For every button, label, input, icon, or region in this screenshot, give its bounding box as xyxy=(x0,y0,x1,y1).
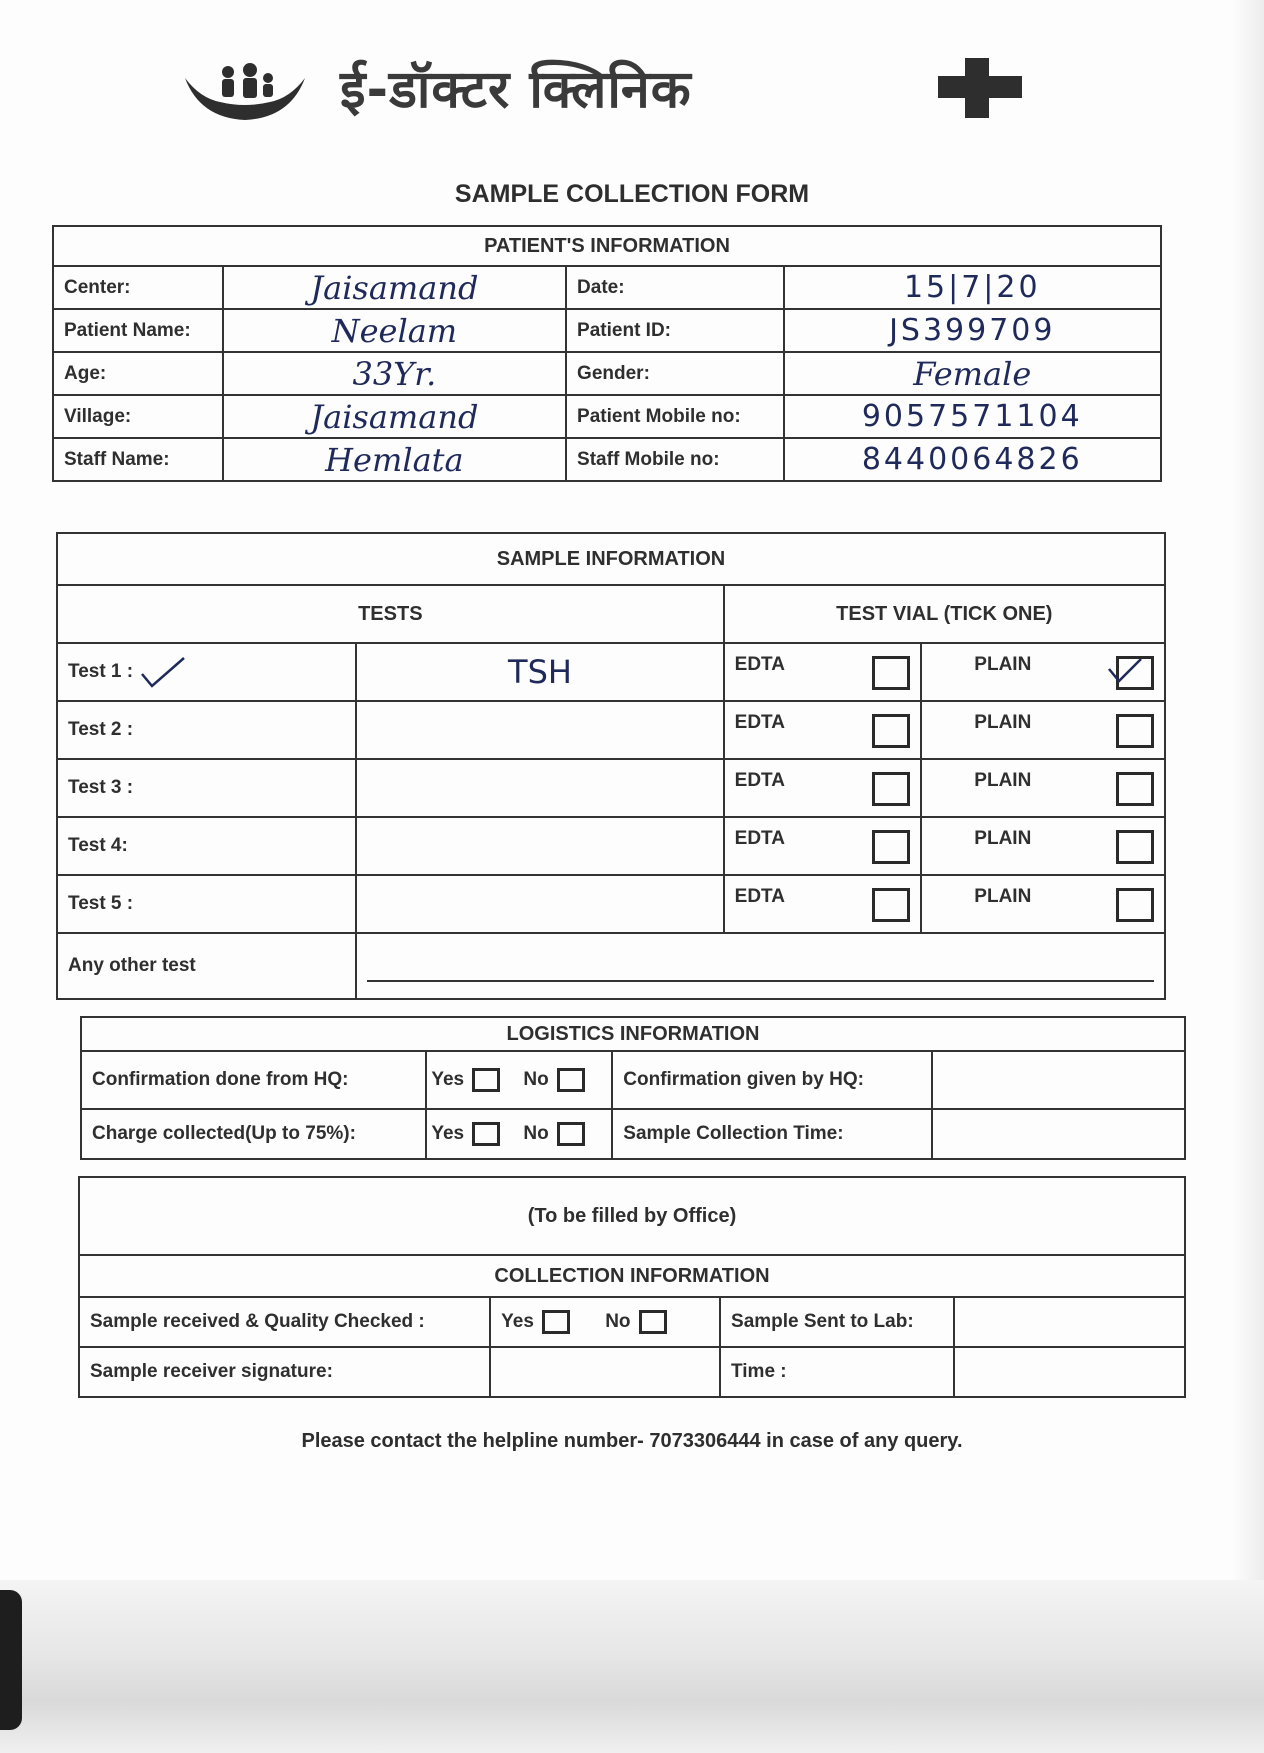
other-test-label: Any other test xyxy=(57,933,356,999)
plain-label: PLAIN xyxy=(974,654,1032,675)
sample-section-title: SAMPLE INFORMATION xyxy=(57,533,1165,585)
charge-yes-checkbox[interactable] xyxy=(472,1122,500,1146)
other-test-row xyxy=(57,933,1165,999)
signature-label: Sample receiver signature: xyxy=(79,1347,490,1397)
charge-yes-label: Yes xyxy=(431,1123,465,1145)
test-3-label: Test 3 : xyxy=(57,759,356,817)
test-row-5 xyxy=(57,875,1165,933)
other-test-line xyxy=(367,950,1154,982)
medical-cross-icon xyxy=(930,58,1030,118)
test-row-1 xyxy=(57,643,1165,701)
confirm-no-checkbox[interactable] xyxy=(557,1068,585,1092)
test-3-edta xyxy=(724,759,922,817)
test-2-edta-checkbox[interactable] xyxy=(872,714,910,748)
confirm-no-label: No xyxy=(523,1069,549,1091)
received-yes-label: Yes xyxy=(501,1311,534,1333)
test-5-edta-checkbox[interactable] xyxy=(872,888,910,922)
test-1-label xyxy=(57,643,356,701)
edta-label: EDTA xyxy=(734,712,785,733)
sample-info-table xyxy=(56,532,1166,1000)
scan-binder-edge xyxy=(0,1590,22,1730)
test-row-2 xyxy=(57,701,1165,759)
test-2-plain xyxy=(921,701,1165,759)
test-3-edta-checkbox[interactable] xyxy=(872,772,910,806)
scan-shadow xyxy=(0,1580,1264,1753)
test-1-edta-checkbox[interactable] xyxy=(872,656,910,690)
date-label: Date: xyxy=(566,266,784,309)
header xyxy=(180,52,1040,132)
received-options xyxy=(490,1297,720,1347)
charge-options xyxy=(426,1109,612,1159)
test-2-label: Test 2 : xyxy=(57,701,356,759)
plain-label: PLAIN xyxy=(974,712,1032,733)
sent-to-lab-label: Sample Sent to Lab: xyxy=(720,1297,954,1347)
patient-name-label: Patient Name: xyxy=(53,309,223,352)
edta-label: EDTA xyxy=(734,654,785,675)
age-value[interactable]: 33Yr. xyxy=(223,352,566,395)
patient-info-table xyxy=(52,225,1162,482)
vial-header: TEST VIAL (TICK ONE) xyxy=(724,585,1165,643)
charge-no-checkbox[interactable] xyxy=(557,1122,585,1146)
tests-header: TESTS xyxy=(57,585,724,643)
office-note: (To be filled by Office) xyxy=(79,1177,1185,1255)
test-4-edta xyxy=(724,817,922,875)
signature-field[interactable] xyxy=(490,1347,720,1397)
test-5-value[interactable] xyxy=(356,875,723,933)
village-value[interactable]: Jaisamand xyxy=(223,395,566,438)
test-1-plain-checkbox[interactable] xyxy=(1116,656,1154,690)
village-label: Village: xyxy=(53,395,223,438)
plain-label: PLAIN xyxy=(974,828,1032,849)
staff-name-value[interactable]: Hemlata xyxy=(223,438,566,481)
helpline-footer: Please contact the helpline number- 7073306444 in case of any query. xyxy=(301,1430,963,1452)
received-no-checkbox[interactable] xyxy=(639,1310,667,1334)
patient-name-value[interactable]: Neelam xyxy=(223,309,566,352)
patient-id-label: Patient ID: xyxy=(566,309,784,352)
staff-name-label: Staff Name: xyxy=(53,438,223,481)
test-2-plain-checkbox[interactable] xyxy=(1116,714,1154,748)
logistics-section-title: LOGISTICS INFORMATION xyxy=(81,1017,1185,1051)
test-row-3 xyxy=(57,759,1165,817)
checkmark-icon xyxy=(138,654,188,690)
test-4-edta-checkbox[interactable] xyxy=(872,830,910,864)
received-yes-checkbox[interactable] xyxy=(542,1310,570,1334)
test-4-label: Test 4: xyxy=(57,817,356,875)
gender-label: Gender: xyxy=(566,352,784,395)
form-title: SAMPLE COLLECTION FORM xyxy=(454,180,810,208)
office-time-label: Time : xyxy=(720,1347,954,1397)
scan-edge xyxy=(1232,0,1264,1753)
collection-time-label: Sample Collection Time: xyxy=(612,1109,931,1159)
tick-icon xyxy=(1105,653,1145,687)
test-1-label-text: Test 1 : xyxy=(68,661,134,683)
plain-label: PLAIN xyxy=(974,770,1032,791)
confirm-hq-label: Confirmation done from HQ: xyxy=(81,1051,426,1109)
received-no-label: No xyxy=(605,1311,631,1333)
edta-label: EDTA xyxy=(734,828,785,849)
test-4-plain-checkbox[interactable] xyxy=(1116,830,1154,864)
center-label: Center: xyxy=(53,266,223,309)
test-4-plain xyxy=(921,817,1165,875)
confirm-yes-label: Yes xyxy=(431,1069,465,1091)
staff-mobile-value[interactable]: 8440064826 xyxy=(784,438,1161,481)
test-2-edta xyxy=(724,701,922,759)
confirm-given-field[interactable] xyxy=(932,1051,1185,1109)
received-label: Sample received & Quality Checked : xyxy=(79,1297,490,1347)
test-3-plain-checkbox[interactable] xyxy=(1116,772,1154,806)
confirm-yes-checkbox[interactable] xyxy=(472,1068,500,1092)
date-value[interactable]: 15|7|20 xyxy=(784,266,1161,309)
edta-label: EDTA xyxy=(734,886,785,907)
charge-no-label: No xyxy=(523,1123,549,1145)
other-test-field[interactable] xyxy=(356,933,1165,999)
edta-label: EDTA xyxy=(734,770,785,791)
test-1-value[interactable]: TSH xyxy=(356,643,723,701)
test-1-plain xyxy=(921,643,1165,701)
collection-time-field[interactable] xyxy=(932,1109,1185,1159)
collection-section-title: COLLECTION INFORMATION xyxy=(79,1255,1185,1297)
patient-id-value[interactable]: JS399709 xyxy=(784,309,1161,352)
test-5-plain xyxy=(921,875,1165,933)
age-label: Age: xyxy=(53,352,223,395)
plain-label: PLAIN xyxy=(974,886,1032,907)
patient-mobile-value[interactable]: 9057571104 xyxy=(784,395,1161,438)
logistics-table xyxy=(80,1016,1186,1160)
center-value[interactable]: Jaisamand xyxy=(223,266,566,309)
staff-mobile-label: Staff Mobile no: xyxy=(566,438,784,481)
patient-mobile-label: Patient Mobile no: xyxy=(566,395,784,438)
gender-value[interactable]: Female xyxy=(784,352,1161,395)
test-2-value[interactable] xyxy=(356,701,723,759)
sent-to-lab-field[interactable] xyxy=(954,1297,1185,1347)
test-4-value[interactable] xyxy=(356,817,723,875)
confirm-hq-options xyxy=(426,1051,612,1109)
family-in-hands-icon xyxy=(180,58,310,128)
test-5-edta xyxy=(724,875,922,933)
brand-name: ई-डॉक्टर क्लिनिक xyxy=(340,60,692,120)
test-3-plain xyxy=(921,759,1165,817)
confirm-given-label: Confirmation given by HQ: xyxy=(612,1051,931,1109)
office-table xyxy=(78,1176,1186,1398)
office-time-field[interactable] xyxy=(954,1347,1185,1397)
test-row-4 xyxy=(57,817,1165,875)
test-1-edta xyxy=(724,643,922,701)
test-5-plain-checkbox[interactable] xyxy=(1116,888,1154,922)
test-3-value[interactable] xyxy=(356,759,723,817)
charge-label: Charge collected(Up to 75%): xyxy=(81,1109,426,1159)
test-5-label: Test 5 : xyxy=(57,875,356,933)
patient-section-title: PATIENT'S INFORMATION xyxy=(53,226,1161,266)
